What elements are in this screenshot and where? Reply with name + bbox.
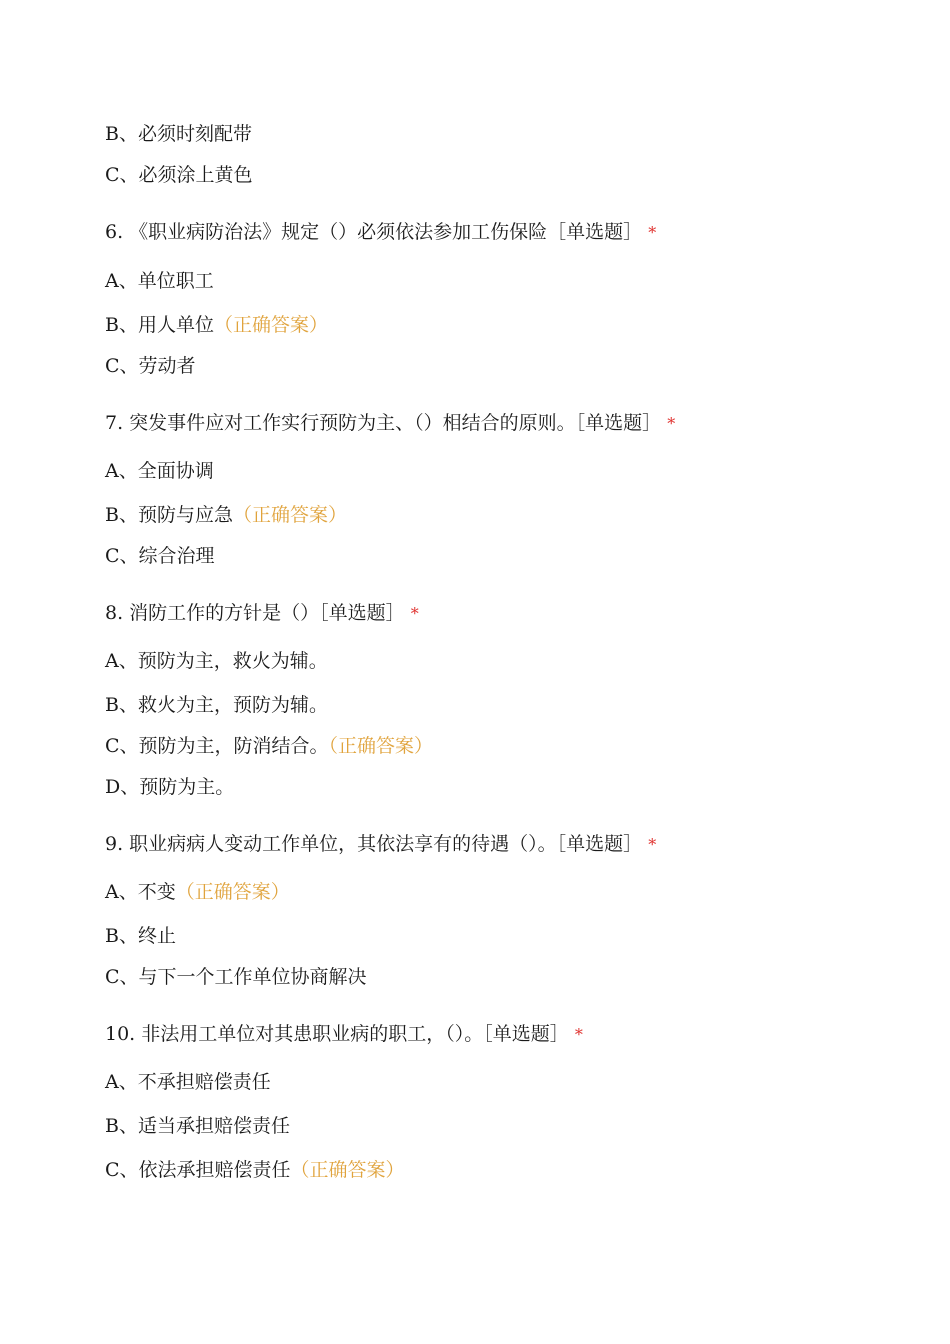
q5-option-c[interactable] xyxy=(105,163,253,187)
option-text: B、必须时刻配带 xyxy=(105,123,252,145)
option-text: B、用人单位 xyxy=(105,314,214,336)
question-text: 7. 突发事件应对工作实行预防为主、（）相结合的原则。［单选题］ xyxy=(105,412,662,434)
question-text: 8. 消防工作的方针是（）［单选题］ xyxy=(105,602,405,624)
required-mark: * xyxy=(648,835,657,854)
option-text: C、综合治理 xyxy=(105,545,215,567)
correct-answer-label: （正确答案） xyxy=(290,1159,405,1181)
q5-option-b[interactable] xyxy=(105,122,252,146)
option-text: C、预防为主，防消结合。 xyxy=(105,735,329,757)
required-mark: * xyxy=(648,223,657,242)
q9-question xyxy=(105,832,656,857)
q8-option-b[interactable] xyxy=(105,693,328,717)
q7-question xyxy=(105,411,675,436)
q6-option-a[interactable] xyxy=(105,269,214,293)
option-text: A、全面协调 xyxy=(105,460,214,482)
option-text: C、必须涂上黄色 xyxy=(105,164,253,186)
option-text: A、预防为主，救火为辅。 xyxy=(105,650,328,672)
q10-option-b[interactable] xyxy=(105,1114,290,1138)
option-text: C、依法承担赔偿责任 xyxy=(105,1159,291,1181)
q6-question xyxy=(105,220,656,245)
q10-option-a[interactable] xyxy=(105,1070,271,1094)
q6-option-b[interactable] xyxy=(105,313,328,337)
q9-option-a[interactable] xyxy=(105,880,290,904)
option-text: C、与下一个工作单位协商解决 xyxy=(105,966,367,988)
q8-option-c[interactable] xyxy=(105,734,433,758)
question-text: 6. 《职业病防治法》规定（）必须依法参加工伤保险［单选题］ xyxy=(105,221,643,243)
q7-option-b[interactable] xyxy=(105,503,347,527)
option-text: B、适当承担赔偿责任 xyxy=(105,1115,290,1137)
required-mark: * xyxy=(667,414,676,433)
option-text: A、单位职工 xyxy=(105,270,214,292)
q8-option-a[interactable] xyxy=(105,649,328,673)
q9-option-b[interactable] xyxy=(105,924,176,948)
q8-question xyxy=(105,601,419,626)
question-text: 10. 非法用工单位对其患职业病的职工，（）。［单选题］ xyxy=(105,1023,569,1045)
correct-answer-label: （正确答案） xyxy=(328,735,434,757)
required-mark: * xyxy=(574,1025,583,1044)
q6-option-c[interactable] xyxy=(105,354,196,378)
option-text: B、终止 xyxy=(105,925,176,947)
correct-answer-label: （正确答案） xyxy=(175,881,290,903)
option-text: B、救火为主，预防为辅。 xyxy=(105,694,328,716)
correct-answer-label: （正确答案） xyxy=(232,504,347,526)
q10-option-c[interactable] xyxy=(105,1158,405,1182)
q7-option-c[interactable] xyxy=(105,544,215,568)
option-text: A、不承担赔偿责任 xyxy=(105,1071,271,1093)
q8-option-d[interactable] xyxy=(105,775,234,799)
q10-question xyxy=(105,1022,583,1047)
option-text: B、预防与应急 xyxy=(105,504,233,526)
required-mark: * xyxy=(410,604,419,623)
q9-option-c[interactable] xyxy=(105,965,367,989)
correct-answer-label: （正确答案） xyxy=(213,314,328,336)
option-text: D、预防为主。 xyxy=(105,776,235,798)
option-text: C、劳动者 xyxy=(105,355,196,377)
q7-option-a[interactable] xyxy=(105,459,214,483)
question-text: 9. 职业病病人变动工作单位，其依法享有的待遇（）。［单选题］ xyxy=(105,833,643,855)
option-text: A、不变 xyxy=(105,881,176,903)
